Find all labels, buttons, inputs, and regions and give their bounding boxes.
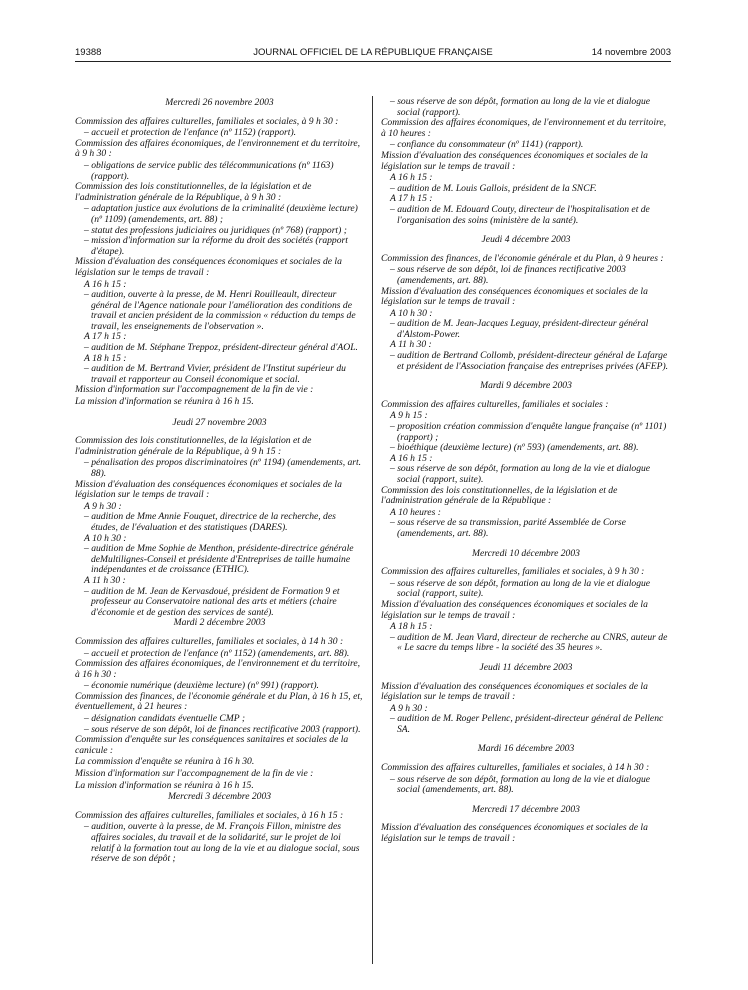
agenda-entry: – accueil et protection de l'enfance (nº 1152) (rapport). [84, 127, 297, 139]
body-paragraph: Commission des affaires culturelles, familiales et sociales, à 16 h 15 : [75, 809, 344, 821]
body-paragraph: Commission des lois constitutionnelles, de la législation et de l'administration générale de la République : [381, 484, 618, 507]
left-column [75, 98, 364, 865]
agenda-entry: – audition de Bertrand Collomb, président-directeur général de Lafarge et président de l'Association française des entreprises privées (AFEP). [390, 350, 669, 372]
body-paragraph: Commission des lois constitutionnelles, de la législation et de l'administration générale de la République, à 9 h 30 : [75, 181, 312, 203]
body-paragraph: Commission des affaires culturelles, familiales et sociales : [381, 398, 609, 410]
body-paragraph: Mission d'évaluation des conséquences économiques et sociales de la législation sur le temps de travail : [381, 598, 648, 621]
body-paragraph: La commission d'enquête se réunira à 16 h 30. [75, 756, 255, 768]
date-heading: Mercredi 3 décembre 2003 [167, 791, 272, 803]
body-paragraph: Commission des affaires économiques, de l'environnement et du territoire, à 10 heures : [381, 117, 667, 139]
time-label: A 9 h 30 : [390, 702, 428, 714]
time-label: A 10 h 30 : [390, 307, 433, 319]
body-paragraph: Commission des affaires culturelles, familiales et sociales, à 14 h 30 : [381, 762, 650, 774]
agenda-entry: – obligations de service public des télécommunications (nº 1163) (rapport). [84, 159, 334, 182]
body-paragraph: Mission d'information sur l'accompagnement de la fin de vie : [75, 768, 314, 780]
right-column [381, 97, 671, 846]
agenda-entry: – audition de M. Jean Viard, directeur de recherche au CNRS, auteur de « Le sacre du temps libre - la société des 35 heures ». [390, 631, 668, 654]
agenda-entry: – sous réserve de son dépôt, loi de finances rectificative 2003 (rapport). [84, 723, 361, 735]
date-heading: Mardi 2 décembre 2003 [173, 617, 266, 629]
agenda-entry: – audition de Mme Annie Fouquet, directrice de la recherche, des études, de l'évaluation et des statistiques (DARES). [84, 511, 336, 533]
agenda-entry: – pénalisation des propos discriminatoires (nº 1194) (amendements, art. 88). [84, 457, 362, 479]
time-label: A 17 h 15 : [390, 193, 433, 205]
issue-date: 14 novembre 2003 [591, 47, 671, 58]
time-label: A 16 h 15 : [84, 278, 127, 290]
body-paragraph: Commission d'enquête sur les conséquences sanitaires et sociales de la canicule : [75, 734, 349, 756]
time-label: A 9 h 15 : [390, 410, 428, 422]
agenda-entry: – audition de M. Jean de Kervasdoué, président de Formation 9 et professeur au Conservatoire national des arts et métiers (chaire d'économie et de gestion des services de santé). [84, 585, 340, 618]
body-paragraph: Mission d'évaluation des conséquences économiques et sociales de la législation sur le temps de travail : [381, 680, 648, 703]
body-paragraph: Commission des finances, de l'économie générale et du Plan, à 16 h 15, et, éventuellement, à 21 heures : [75, 690, 363, 713]
agenda-entry: – économie numérique (deuxième lecture) (nº 991) (rapport). [84, 680, 319, 692]
time-label: A 17 h 15 : [84, 331, 127, 343]
time-label: A 9 h 30 : [84, 500, 122, 512]
time-label: A 10 h 30 : [84, 532, 127, 544]
body-paragraph: Commission des lois constitutionnelles, de la législation et de l'administration générale de la République, à 9 h 15 : [75, 435, 312, 457]
agenda-entry: – adaptation justice aux évolutions de la criminalité (deuxième lecture) (nº 1109) (amendements, art. 88) ; [84, 203, 358, 225]
body-paragraph: Commission des affaires économiques, de l'environnement et du territoire, à 16 h 30 : [75, 658, 361, 680]
agenda-entry: – proposition création commission d'enquête langue française (nº 1101) (rapport) ; [390, 421, 667, 443]
date-heading: Mercredi 17 décembre 2003 [472, 803, 580, 815]
agenda-entry: – sous réserve de son dépôt, formation au long de la vie et dialogue social (amendements, art. 88). [390, 773, 651, 796]
agenda-entry: – audition, ouverte à la presse, de M. Henri Rouilleault, directeur général de l'Agence nationale pour l'amélioration des conditions de travail et ancien président de la commission « réduction du temps de travail, les enseignements de l'observation ». [84, 289, 356, 332]
date-heading: Mercredi 26 novembre 2003 [165, 97, 274, 108]
time-label: A 10 heures : [390, 506, 441, 518]
body-paragraph: Commission des affaires culturelles, familiales et sociales, à 9 h 30 : [75, 115, 339, 127]
time-label: A 11 h 30 : [84, 574, 126, 586]
journal-title: JOURNAL OFFICIEL DE LA RÉPUBLIQUE FRANÇAISE [253, 47, 493, 58]
agenda-entry: – audition de M. Roger Pellenc, président-directeur général de Pellenc SA. [390, 713, 664, 735]
body-paragraph: Commission des affaires culturelles, familiales et sociales, à 14 h 30 : [75, 635, 344, 647]
body-paragraph: La mission d'information se réunira à 16 h 15. [75, 779, 254, 791]
agenda-entry: – statut des professions judiciaires ou juridiques (nº 768) (rapport) ; [84, 224, 347, 236]
agenda-entry: – audition de M. Bertrand Vivier, président de l'Institut supérieur du travail et rapporteur au Conseil économique et social. [84, 363, 346, 385]
agenda-entry: – confiance du consommateur (nº 1141) (rapport). [390, 139, 584, 151]
date-heading: Mardi 9 décembre 2003 [480, 380, 572, 392]
agenda-entry: – audition de M. Edouard Couty, directeur de l'hospitalisation et de l'organisation des soins (ministère de la santé). [390, 203, 650, 226]
body-paragraph: Mission d'évaluation des conséquences économiques et sociales de la législation sur le temps de travail : [381, 285, 648, 308]
time-label: A 11 h 30 : [390, 339, 432, 351]
date-heading: Jeudi 27 novembre 2003 [172, 416, 267, 428]
time-label: A 16 h 15 : [390, 172, 433, 184]
page-number: 19388 [75, 47, 102, 58]
column-divider [372, 96, 373, 964]
agenda-entry: – sous réserve de sa transmission, parité Assemblée de Corse (amendements, art. 88). [390, 517, 626, 539]
body-paragraph: La mission d'information se réunira à 16 h 15. [75, 396, 254, 408]
body-paragraph: Commission des affaires économiques, de l'environnement et du territoire, à 9 h 30 : [75, 137, 361, 160]
running-header [75, 47, 671, 61]
body-paragraph: Mission d'évaluation des conséquences économiques et sociales de la législation sur le temps de travail : [75, 256, 342, 278]
agenda-entry: – audition de M. Stéphane Treppoz, président-directeur général d'AOL. [84, 342, 358, 354]
time-label: A 18 h 15 : [84, 352, 127, 364]
date-heading: Jeudi 11 décembre 2003 [479, 661, 573, 673]
agenda-entry: – mission d'information sur la réforme du droit des sociétés (rapport d'étape). [84, 235, 348, 257]
time-label: A 16 h 15 : [390, 452, 433, 464]
date-heading: Mardi 16 décembre 2003 [477, 743, 575, 755]
body-paragraph: Mission d'évaluation des conséquences économiques et sociales de la législation sur le temps de travail : [381, 149, 648, 172]
body-paragraph: Mission d'information sur l'accompagnement de la fin de vie : [75, 384, 314, 396]
body-paragraph: Mission d'évaluation des conséquences économiques et sociales de la législation sur le temps de travail : [75, 478, 342, 501]
date-heading: Jeudi 4 décembre 2003 [481, 234, 571, 246]
agenda-entry: – bioéthique (deuxième lecture) (nº 593) (amendements, art. 88). [390, 442, 639, 454]
agenda-entry: – audition de M. Jean-Jacques Leguay, président-directeur général d'Alstom-Power. [390, 318, 649, 340]
agenda-entry: – accueil et protection de l'enfance (nº 1152) (amendements, art. 88). [84, 647, 350, 659]
body-paragraph: Mission d'évaluation des conséquences économiques et sociales de la législation sur le temps de travail : [381, 822, 648, 845]
agenda-entry: – désignation candidats éventuelle CMP ; [84, 713, 246, 725]
agenda-entry: – audition, ouverte à la presse, de M. François Fillon, ministre des affaires sociales, du travail et de la solidarité, sur le projet de loi relatif à la formation tout au long de la vie et au dialogue social, sous réserve de son dépôt ; [84, 821, 360, 865]
agenda-entry: – audition de Mme Sophie de Menthon, présidente-directrice générale deMultilignes-Conseil et présidente d'Entreprises de taille humaine indépendantes et de croissance (ETHIC). [84, 543, 354, 576]
agenda-entry: – sous réserve de son dépôt, formation au long de la vie et dialogue social (rapport). [390, 96, 651, 118]
date-heading: Mercredi 10 décembre 2003 [472, 547, 580, 559]
header-rule [75, 61, 671, 62]
agenda-entry: – audition de M. Louis Gallois, président de la SNCF. [390, 182, 597, 194]
agenda-entry: – sous réserve de son dépôt, loi de finances rectificative 2003 (amendements, art. 88). [390, 264, 626, 286]
agenda-entry: – sous réserve de son dépôt, formation au long de la vie et dialogue social (rapport, suite). [390, 577, 651, 600]
body-paragraph: Commission des affaires culturelles, familiales et sociales, à 9 h 30 : [381, 566, 645, 578]
time-label: A 18 h 15 : [390, 621, 433, 633]
body-paragraph: Commission des finances, de l'économie générale et du Plan, à 9 heures : [381, 252, 664, 264]
agenda-entry: – sous réserve de son dépôt, formation au long de la vie et dialogue social (rapport, suite). [390, 463, 651, 485]
